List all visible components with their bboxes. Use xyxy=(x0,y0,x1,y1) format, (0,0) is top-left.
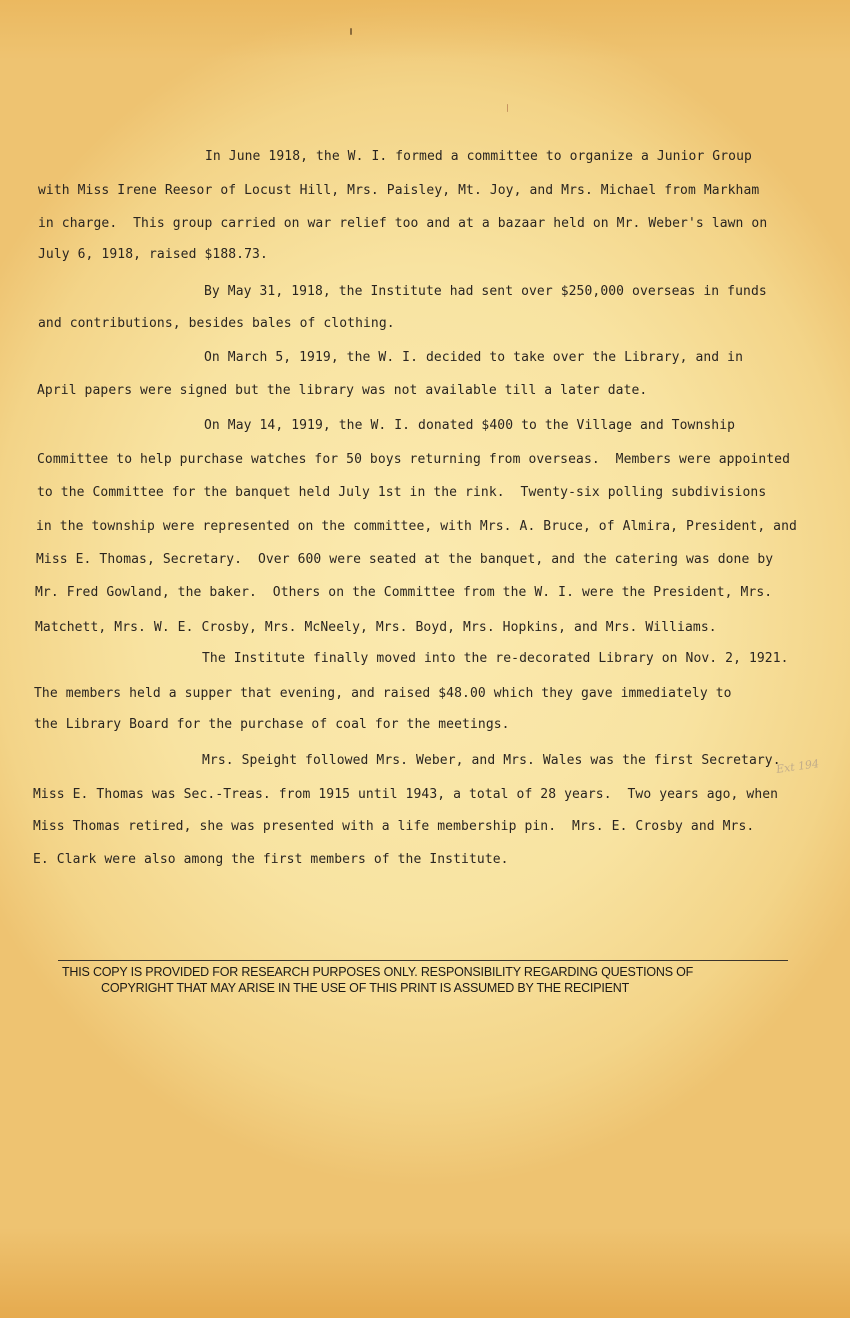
text-line: The Institute finally moved into the re-decorated Library on Nov. 2, 1921. xyxy=(202,651,789,666)
text-line: April papers were signed but the library was not available till a later date. xyxy=(37,383,648,398)
text-line: Mrs. Speight followed Mrs. Weber, and Mrs. Wales was the first Secretary. xyxy=(202,753,781,768)
text-line: On March 5, 1919, the W. I. decided to take over the Library, and in xyxy=(204,350,744,365)
handwritten-note: Ext 194 xyxy=(775,757,820,776)
text-line: in the township were represented on the committee, with Mrs. A. Bruce, of Almira, President, and xyxy=(36,519,797,534)
text-line: Committee to help purchase watches for 50 boys returning from overseas. Members were appointed xyxy=(37,452,791,467)
text-line: Matchett, Mrs. W. E. Crosby, Mrs. McNeely, Mrs. Boyd, Mrs. Hopkins, and Mrs. Williams. xyxy=(35,620,717,635)
paper-speck xyxy=(350,28,352,35)
text-line: Miss Thomas retired, she was presented with a life membership pin. Mrs. E. Crosby and Mrs. xyxy=(33,819,755,834)
text-line: and contributions, besides bales of clothing. xyxy=(38,316,395,331)
text-line: On May 14, 1919, the W. I. donated $400 to the Village and Township xyxy=(204,418,736,433)
copyright-notice-line-1: THIS COPY IS PROVIDED FOR RESEARCH PURPOSES ONLY. RESPONSIBILITY REGARDING QUESTIONS OF xyxy=(62,965,694,979)
text-line: to the Committee for the banquet held July 1st in the rink. Twenty-six polling subdivisions xyxy=(37,485,767,500)
text-line: with Miss Irene Reesor of Locust Hill, Mrs. Paisley, Mt. Joy, and Mrs. Michael from Markham xyxy=(38,183,760,198)
copyright-notice-line-2: COPYRIGHT THAT MAY ARISE IN THE USE OF THIS PRINT IS ASSUMED BY THE RECIPIENT xyxy=(101,981,630,995)
text-line: in charge. This group carried on war relief too and at a bazaar held on Mr. Weber's lawn on xyxy=(38,216,768,231)
text-line: By May 31, 1918, the Institute had sent over $250,000 overseas in funds xyxy=(204,284,767,299)
text-line: In June 1918, the W. I. formed a committee to organize a Junior Group xyxy=(205,149,752,164)
text-line: the Library Board for the purchase of coal for the meetings. xyxy=(34,717,510,732)
text-line: The members held a supper that evening, and raised $48.00 which they gave immediately to xyxy=(34,686,732,701)
text-line: Mr. Fred Gowland, the baker. Others on the Committee from the W. I. were the President, Mrs. xyxy=(35,585,773,600)
text-line: Miss E. Thomas, Secretary. Over 600 were seated at the banquet, and the catering was done by xyxy=(36,552,774,567)
paper-speck xyxy=(507,104,508,112)
text-line: E. Clark were also among the first members of the Institute. xyxy=(33,852,509,867)
footer-divider xyxy=(58,960,788,961)
text-line: Miss E. Thomas was Sec.-Treas. from 1915 until 1943, a total of 28 years. Two years ago, when xyxy=(33,787,779,802)
text-line: July 6, 1918, raised $188.73. xyxy=(38,247,268,262)
